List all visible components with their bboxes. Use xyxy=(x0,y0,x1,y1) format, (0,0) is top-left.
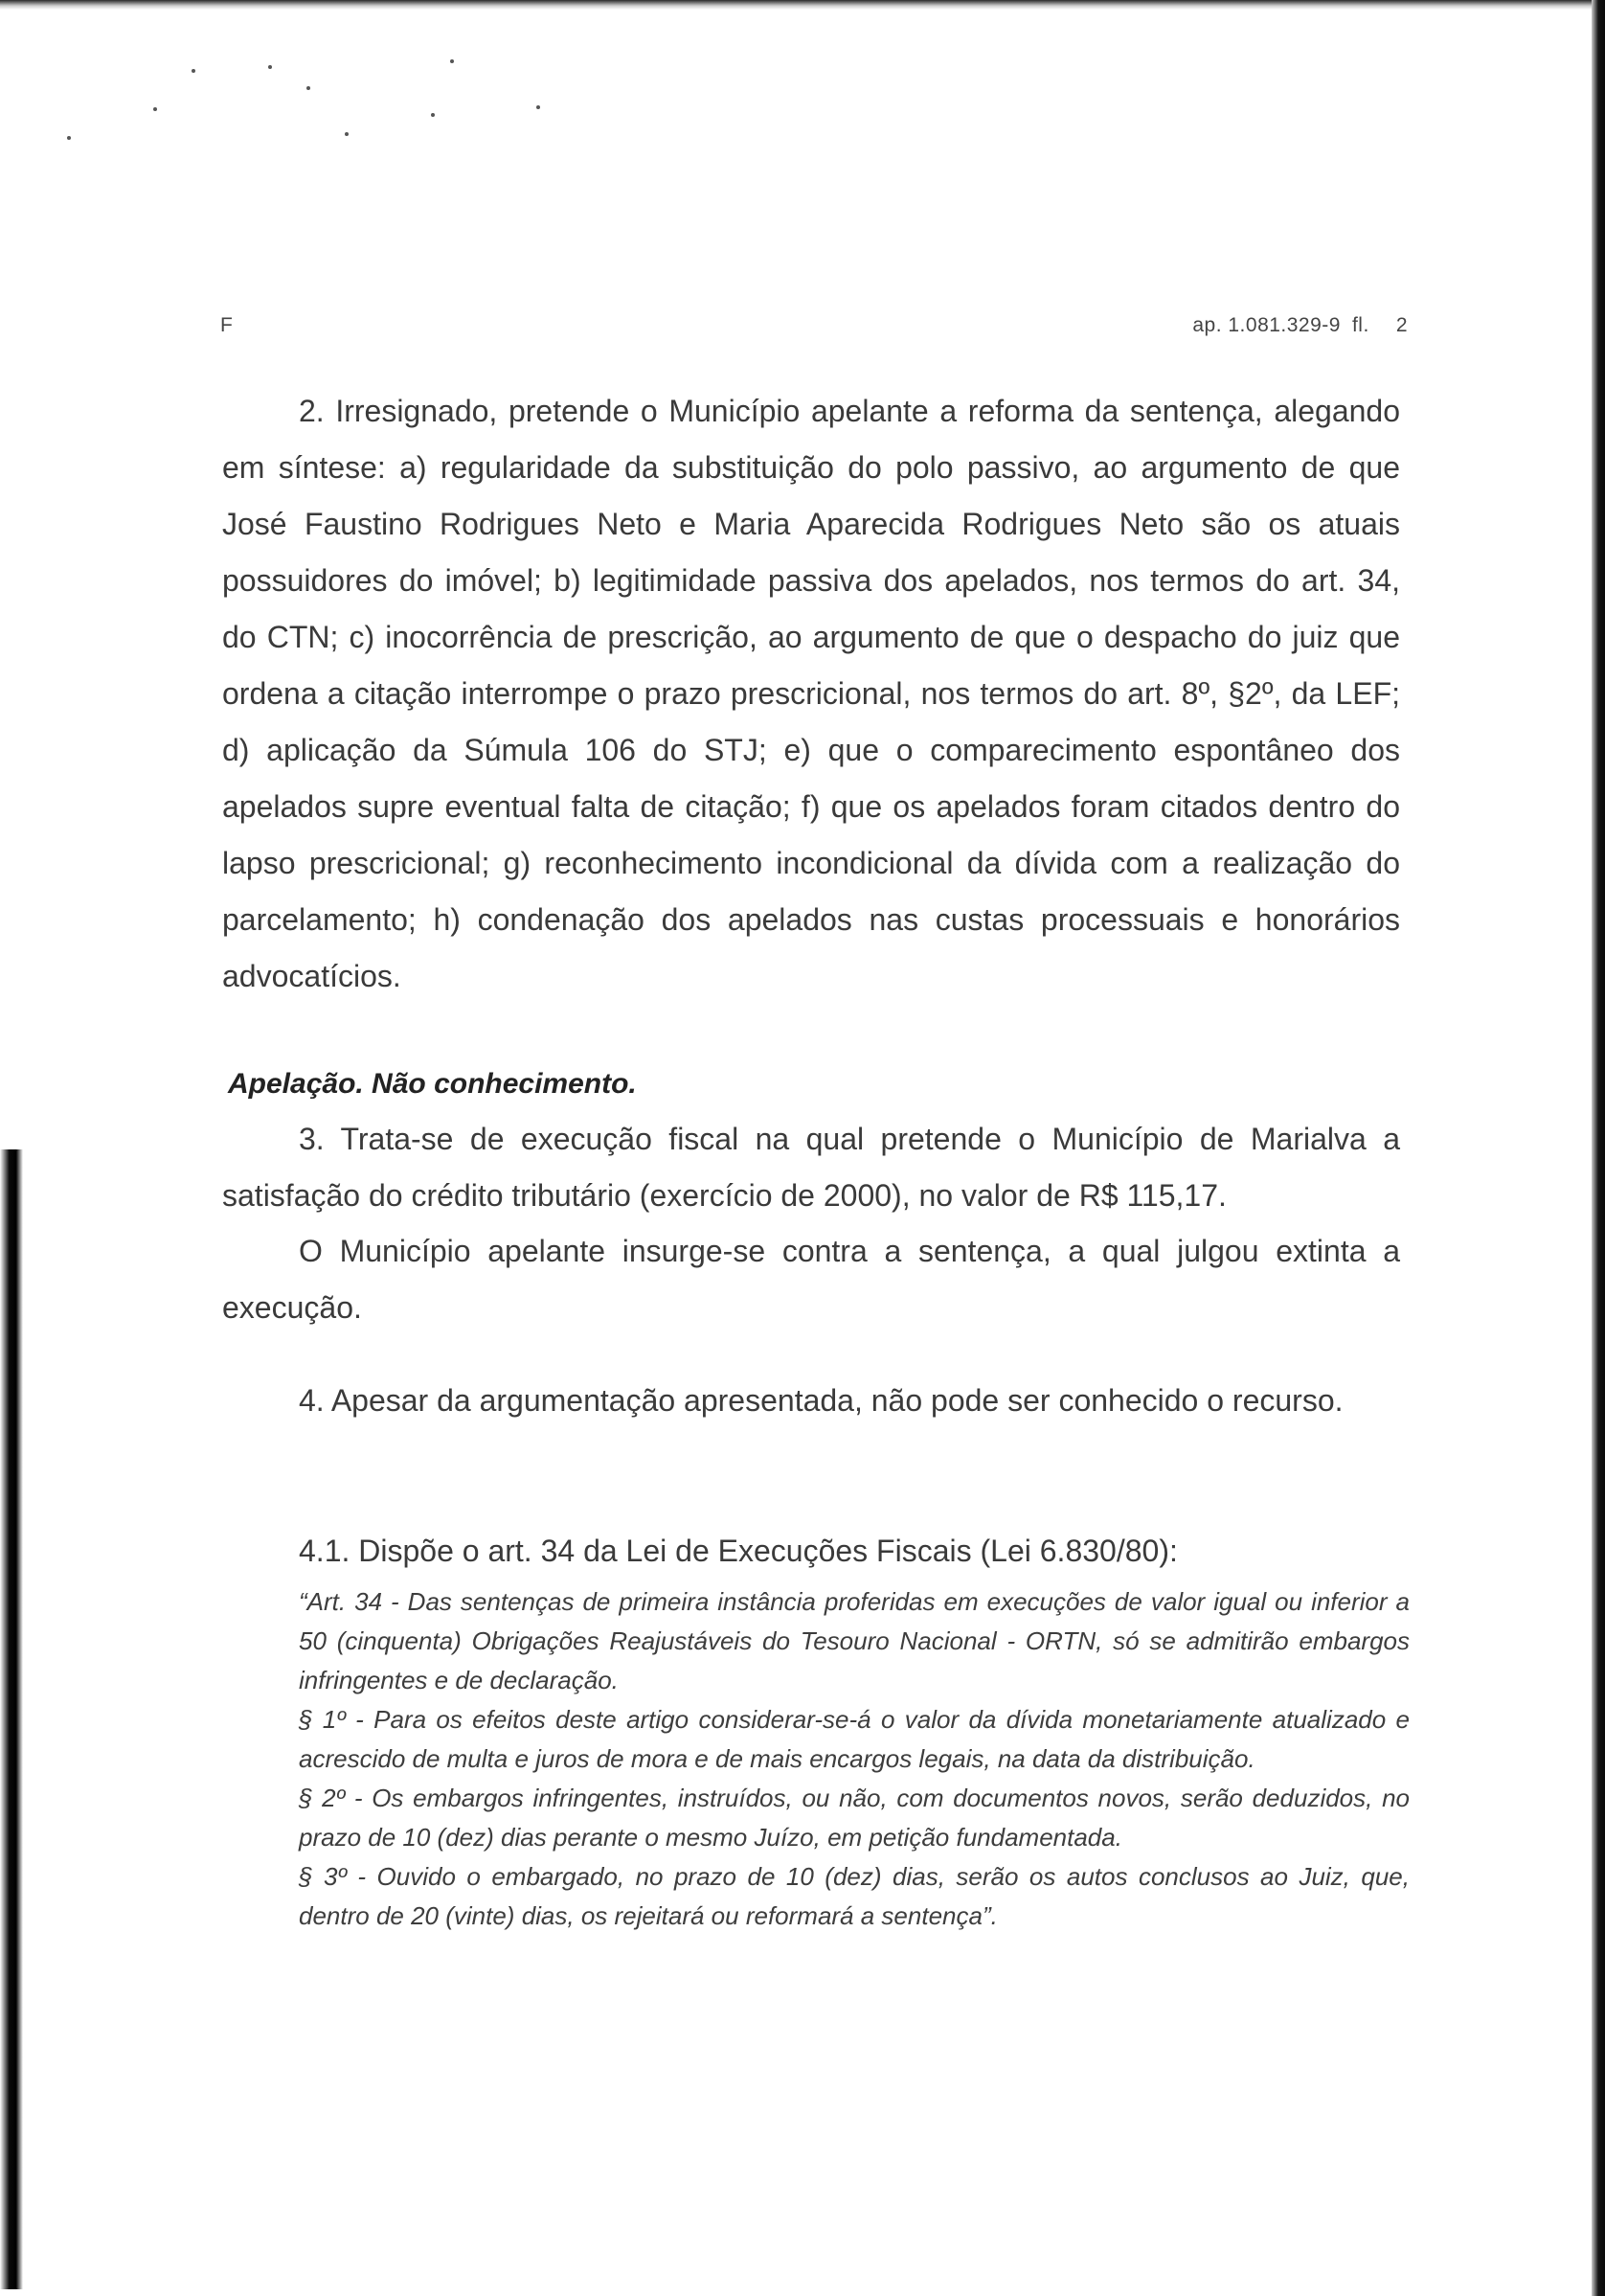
scan-edge-top xyxy=(0,0,1605,10)
quote-paragraph-1: § 1º - Para os efeitos deste artigo considerar-se-á o valor da dívida monetariamente atualizado e acrescido de multa e juros de mora e de mais encargos legais, na data da distribuição. xyxy=(299,1705,1410,1773)
folio-label: fl. xyxy=(1351,314,1369,336)
paragraph-4-1: 4.1. Dispõe o art. 34 da Lei de Execuções Fiscais (Lei 6.830/80): xyxy=(299,1534,1178,1568)
quote-paragraph-2: § 2º - Os embargos infringentes, instruídos, ou não, com documentos novos, serão deduzidos, no prazo de 10 (dez) dias perante o mesmo Juízo, em petição fundamentada. xyxy=(299,1784,1410,1852)
header-mark: F xyxy=(220,314,233,336)
speck xyxy=(536,105,540,109)
speck xyxy=(67,136,71,140)
section-title: Apelação. Não conhecimento. xyxy=(228,1068,637,1100)
header-reference xyxy=(1192,314,1408,337)
speck xyxy=(153,107,157,111)
speck xyxy=(345,132,349,136)
quote-article: “Art. 34 - Das sentenças de primeira instância proferidas em execuções de valor igual ou inferior a 50 (cinquenta) Obrigações Reajustáveis do Tesouro Nacional - ORTN, só se admitirão embargos infringentes e de declaração. xyxy=(299,1587,1410,1694)
folio-number: 2 xyxy=(1395,314,1408,336)
speck xyxy=(268,65,272,69)
scan-edge-left xyxy=(0,1149,23,2289)
scan-edge-right xyxy=(1592,0,1605,2296)
paragraph-2: 2. Irresignado, pretende o Município apelante a reforma da sentença, alegando em síntese: a) regularidade da substituição do polo passivo, ao argumento de que José Faustino Rodrigues Neto e Maria Aparecida Rodrigues Neto são os atuais possuidores do imóvel; b) legitimidade passiva dos apelados, nos termos do art. 34, do CTN; c) inocorrência de prescrição, ao argumento de que o despacho do juiz que ordena a citação interrompe o prazo prescricional, nos termos do art. 8º, §2º, da LEF; d) aplicação da Súmula 106 do STJ; e) que o comparecimento espontâneo dos apelados supre eventual falta de citação; f) que os apelados foram citados dentro do lapso prescricional; g) reconhecimento incondicional da dívida com a realização do parcelamento; h) condenação dos apelados nas custas processuais e honorários advocatícios. xyxy=(222,394,1400,993)
law-quotation xyxy=(299,1582,1410,1936)
speck xyxy=(431,113,435,117)
paragraph-3-continued: O Município apelante insurge-se contra a sentença, a qual julgou extinta a execução. xyxy=(222,1234,1400,1325)
quote-paragraph-3: § 3º - Ouvido o embargado, no prazo de 10 (dez) dias, serão os autos conclusos ao Juiz, que, dentro de 20 (vinte) dias, os rejeitará ou reformará a sentença”. xyxy=(299,1862,1410,1930)
appeal-number: ap. 1.081.329-9 xyxy=(1192,314,1341,336)
paragraph-3: 3. Trata-se de execução fiscal na qual pretende o Município de Marialva a satisfação do crédito tributário (exercício de 2000), no valor de R$ 115,17. xyxy=(222,1122,1400,1213)
speck xyxy=(192,69,195,73)
speck xyxy=(306,86,310,90)
paragraph-4: 4. Apesar da argumentação apresentada, não pode ser conhecido o recurso. xyxy=(299,1383,1344,1418)
speck xyxy=(450,59,454,63)
scan-specks xyxy=(57,38,594,153)
page-header xyxy=(220,314,1408,347)
